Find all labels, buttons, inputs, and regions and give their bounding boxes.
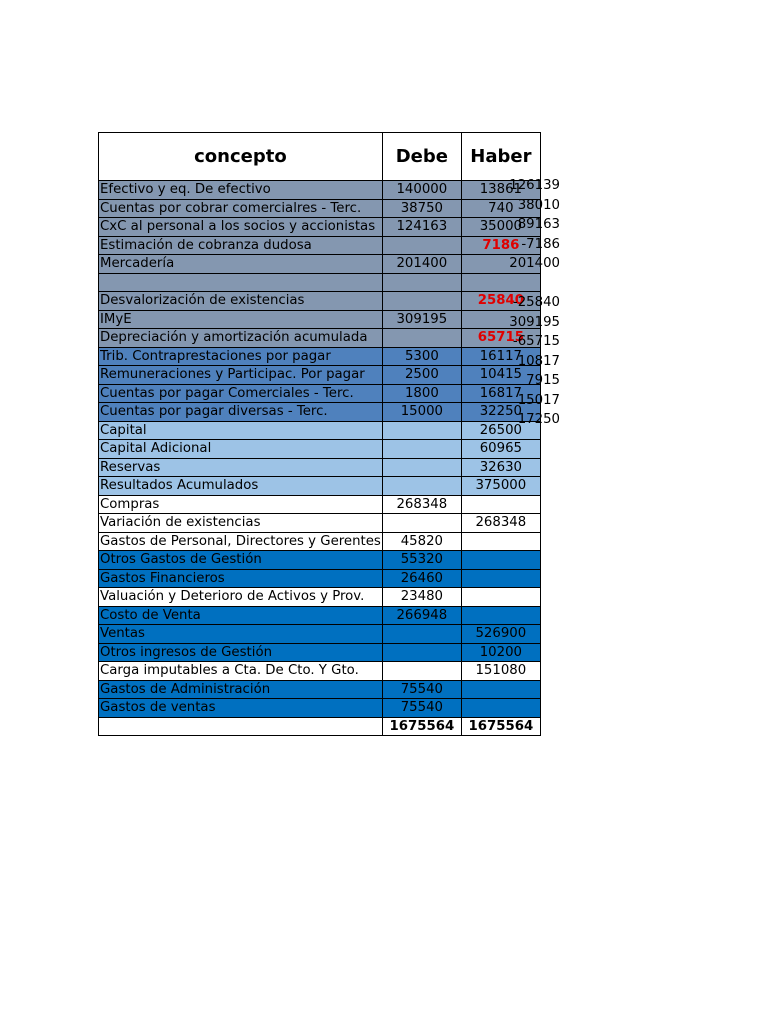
cell-debe[interactable]: [382, 292, 461, 311]
cell-concepto[interactable]: Resultados Acumulados: [99, 477, 383, 496]
table-row: [99, 236, 541, 255]
cell-debe[interactable]: 268348: [382, 495, 461, 514]
cell-saldo[interactable]: 38010: [517, 197, 560, 213]
header-haber[interactable]: Haber: [461, 133, 540, 181]
table-row: [99, 199, 541, 218]
table-row: [99, 181, 541, 200]
cell-concepto[interactable]: Depreciación y amortización acumulada: [99, 329, 383, 348]
cell-saldo[interactable]: 17250: [517, 412, 560, 427]
cell-saldo[interactable]: -7186: [521, 236, 560, 252]
cell-haber[interactable]: 65715: [461, 329, 540, 348]
cell-concepto[interactable]: Valuación y Deterioro de Activos y Prov.: [99, 588, 383, 607]
cell-concepto[interactable]: Desvalorización de existencias: [99, 292, 383, 311]
cell-debe[interactable]: [382, 477, 461, 496]
table-row: [99, 477, 541, 496]
cell-debe[interactable]: 75540: [382, 699, 461, 718]
cell-debe[interactable]: 266948: [382, 606, 461, 625]
cell-concepto[interactable]: Cuentas por cobrar comercialres - Terc.: [99, 199, 383, 218]
table-row: [99, 495, 541, 514]
cell-debe[interactable]: [382, 625, 461, 644]
cell-saldo[interactable]: 15017: [517, 392, 560, 408]
cell-debe[interactable]: 201400: [382, 255, 461, 274]
table-row: [99, 218, 541, 237]
cell-debe[interactable]: [382, 458, 461, 477]
cell-debe[interactable]: [382, 421, 461, 440]
cell-concepto[interactable]: Gastos Financieros: [99, 569, 383, 588]
cell-debe[interactable]: [382, 329, 461, 348]
table-row: [99, 514, 541, 533]
cell-debe[interactable]: 38750: [382, 199, 461, 218]
table-row: [99, 662, 541, 681]
cell-concepto[interactable]: Otros ingresos de Gestión: [99, 643, 383, 662]
header-debe[interactable]: Debe: [382, 133, 461, 181]
cell-haber[interactable]: [461, 680, 540, 699]
cell-concepto[interactable]: Gastos de ventas: [99, 699, 383, 718]
table-row: [99, 551, 541, 570]
cell-saldo[interactable]: 10817: [517, 353, 560, 369]
cell-concepto[interactable]: CxC al personal a los socios y accionistas: [99, 218, 383, 237]
cell-debe[interactable]: 23480: [382, 588, 461, 607]
cell-debe[interactable]: 55320: [382, 551, 461, 570]
cell-debe[interactable]: 5300: [382, 347, 461, 366]
totals-row: [99, 717, 541, 736]
cell-debe[interactable]: 15000: [382, 403, 461, 422]
cell-concepto[interactable]: Reservas: [99, 458, 383, 477]
ledger-table: [98, 132, 541, 736]
cell-debe[interactable]: 26460: [382, 569, 461, 588]
total-debe[interactable]: 1675564: [382, 717, 461, 736]
cell-concepto[interactable]: Capital: [99, 421, 383, 440]
cell-haber[interactable]: [461, 532, 540, 551]
cell-debe[interactable]: 140000: [382, 181, 461, 200]
cell-haber[interactable]: 26500: [461, 421, 540, 440]
cell-haber[interactable]: 25840: [461, 292, 540, 311]
cell-haber[interactable]: 35000: [461, 218, 540, 237]
cell-debe[interactable]: [382, 236, 461, 255]
cell-haber[interactable]: [461, 588, 540, 607]
cell-haber[interactable]: 740: [461, 199, 540, 218]
cell-debe[interactable]: [382, 273, 461, 292]
total-haber[interactable]: 1675564: [461, 717, 540, 736]
cell-haber[interactable]: 375000: [461, 477, 540, 496]
cell-debe[interactable]: 2500: [382, 366, 461, 385]
cell-haber[interactable]: 32250: [461, 403, 540, 422]
cell-haber[interactable]: 60965: [461, 440, 540, 459]
cell-concepto[interactable]: Gastos de Personal, Directores y Gerentes: [100, 533, 381, 549]
cell-concepto[interactable]: Otros Gastos de Gestión: [99, 551, 383, 570]
cell-concepto[interactable]: Variación de existencias: [99, 514, 383, 533]
table-row: [99, 421, 541, 440]
table-row: [99, 292, 541, 311]
table-row: [99, 329, 541, 348]
cell-haber[interactable]: 268348: [461, 514, 540, 533]
cell-concepto[interactable]: Cuentas por pagar diversas - Terc.: [99, 403, 383, 422]
table-row: [99, 588, 541, 607]
cell-concepto[interactable]: Gastos de Administración: [99, 680, 383, 699]
table-row: [99, 384, 541, 403]
cell-concepto[interactable]: Remuneraciones y Participac. Por pagar: [99, 366, 383, 385]
saldo-column: [505, 176, 560, 430]
cell-concepto[interactable]: IMyE: [99, 310, 383, 329]
table-row: [99, 366, 541, 385]
table-row: [99, 273, 541, 292]
cell-concepto[interactable]: Estimación de cobranza dudosa: [99, 236, 383, 255]
cell-haber[interactable]: [461, 551, 540, 570]
cell-haber[interactable]: 16117: [461, 347, 540, 366]
header-row: [99, 133, 541, 181]
cell-concepto[interactable]: Capital Adicional: [99, 440, 383, 459]
table-row: [99, 347, 541, 366]
cell-debe[interactable]: 45820: [382, 532, 461, 551]
cell-haber[interactable]: 32630: [461, 458, 540, 477]
cell-saldo[interactable]: 201400: [509, 256, 560, 271]
table-row: [99, 606, 541, 625]
cell-saldo[interactable]: 7915: [526, 373, 560, 388]
table-row: [99, 403, 541, 422]
table-row: [99, 643, 541, 662]
cell-saldo[interactable]: -65715: [512, 334, 560, 349]
cell-haber[interactable]: 10415: [461, 366, 540, 385]
table-row: [99, 255, 541, 274]
cell-debe[interactable]: 309195: [382, 310, 461, 329]
cell-debe[interactable]: [382, 643, 461, 662]
cell-concepto[interactable]: Costo de Venta: [99, 606, 383, 625]
cell-concepto[interactable]: Trib. Contraprestaciones por pagar: [99, 347, 383, 366]
cell-debe[interactable]: [382, 662, 461, 681]
cell-haber[interactable]: 10200: [461, 643, 540, 662]
header-concepto[interactable]: concepto: [99, 133, 383, 181]
table-row: [99, 699, 541, 718]
cell-saldo[interactable]: [505, 274, 560, 294]
cell-concepto[interactable]: Compras: [99, 495, 383, 514]
cell-haber[interactable]: 7186: [461, 236, 540, 255]
cell-haber[interactable]: [461, 495, 540, 514]
cell-concepto[interactable]: Mercadería: [99, 255, 383, 274]
cell-haber[interactable]: 16817: [461, 384, 540, 403]
cell-debe[interactable]: [382, 514, 461, 533]
cell-saldo[interactable]: 309195: [509, 314, 560, 330]
cell-saldo[interactable]: 126139: [509, 178, 560, 193]
cell-saldo[interactable]: -25840: [512, 295, 560, 310]
cell-concepto[interactable]: Efectivo y eq. De efectivo: [99, 181, 383, 200]
ledger-sheet: [98, 132, 541, 736]
cell-debe[interactable]: 124163: [382, 218, 461, 237]
table-row: [99, 458, 541, 477]
cell-concepto[interactable]: Ventas: [99, 625, 383, 644]
cell-concepto[interactable]: Carga imputables a Cta. De Cto. Y Gto.: [99, 662, 383, 681]
table-row: [99, 569, 541, 588]
cell-concepto[interactable]: [99, 273, 383, 292]
table-row: [99, 440, 541, 459]
table-row: [99, 680, 541, 699]
cell-debe[interactable]: 75540: [382, 680, 461, 699]
cell-haber[interactable]: 13861: [461, 181, 540, 200]
cell-debe[interactable]: 1800: [382, 384, 461, 403]
cell-haber[interactable]: [461, 569, 540, 588]
cell-saldo[interactable]: 89163: [517, 217, 560, 232]
table-row: [99, 625, 541, 644]
cell-concepto[interactable]: Cuentas por pagar Comerciales - Terc.: [99, 384, 383, 403]
table-row: [99, 310, 541, 329]
cell-haber[interactable]: 526900: [461, 625, 540, 644]
cell-haber[interactable]: [461, 699, 540, 718]
cell-haber[interactable]: 151080: [461, 662, 540, 681]
cell-debe[interactable]: [382, 440, 461, 459]
cell-haber[interactable]: [461, 606, 540, 625]
table-row: [99, 532, 541, 551]
totals-empty-cell: [99, 717, 383, 736]
